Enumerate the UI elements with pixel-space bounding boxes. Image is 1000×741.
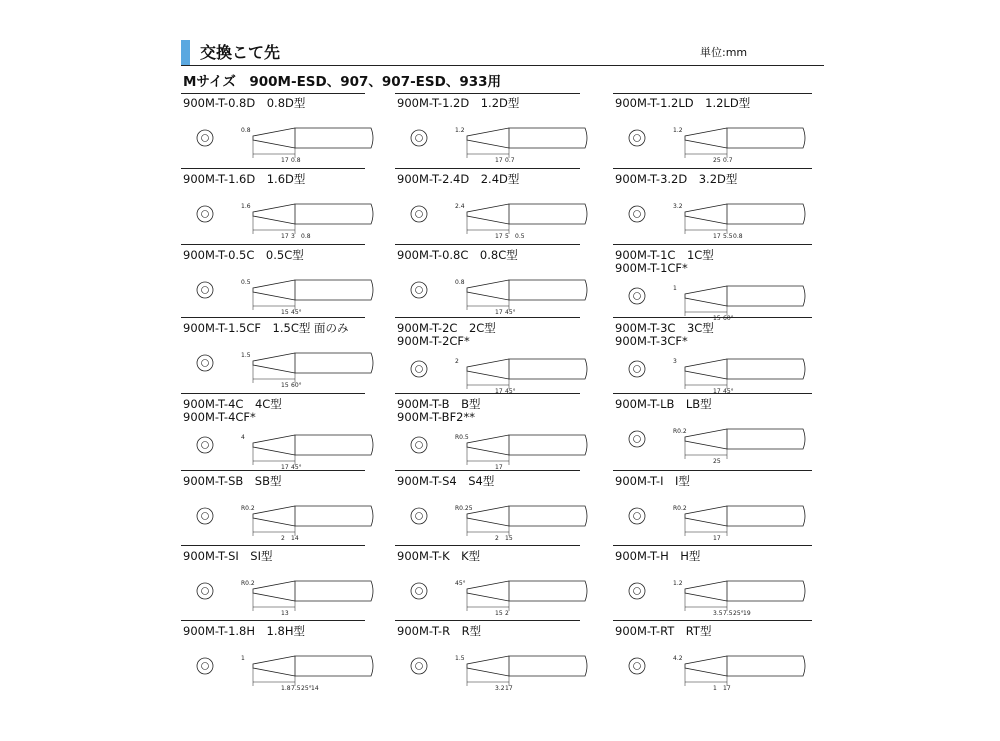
dimension-label: 17 (281, 157, 289, 164)
dimension-label: 15 (281, 382, 289, 389)
tip-drawing (183, 321, 383, 399)
tip-model-number: 900M-T-1.2LD (615, 96, 694, 110)
tip-type: 3.2D型 (698, 172, 738, 186)
tip-taper (253, 581, 295, 601)
tip-entry (183, 474, 383, 552)
dimension-label: 0.8 (291, 157, 301, 164)
tip-taper (253, 353, 295, 373)
tip-type: 1.5C型 面のみ (272, 321, 349, 335)
tip-end-view-inner (202, 360, 209, 367)
tip-drawing (183, 549, 383, 627)
tip-shank (727, 656, 805, 676)
tip-type: 2C型 (468, 321, 496, 335)
tip-end-view-inner (634, 366, 641, 373)
tip-model-number: 900M-T-H (615, 549, 669, 563)
tip-type: SB型 (254, 474, 282, 488)
tip-type: 1.8H型 (266, 624, 305, 638)
tip-taper (685, 429, 727, 449)
tip-end-view (197, 583, 213, 599)
tip-drawing (615, 397, 815, 475)
dimension-label: 19 (743, 610, 751, 617)
tip-end-view-inner (416, 135, 423, 142)
tip-taper (685, 359, 727, 379)
tip-type: SI型 (250, 549, 273, 563)
dimension-label: 5.5 (723, 233, 733, 240)
dimension-label: 17 (495, 157, 503, 164)
dimension-label: 1.2 (673, 127, 683, 134)
dimension-label: 0.5 (515, 233, 525, 240)
tip-model-number: 900M-T-2.4D (397, 172, 470, 186)
tip-end-view-inner (416, 588, 423, 595)
dimension-label: 17 (281, 464, 289, 471)
tip-shank (295, 435, 373, 455)
tip-taper (253, 435, 295, 455)
dimension-label: 1.5 (241, 352, 251, 359)
tip-taper (253, 128, 295, 148)
tip-shank (727, 359, 805, 379)
tip-end-view (411, 361, 427, 377)
tip-type: 0.5C型 (265, 248, 304, 262)
tip-shank (727, 204, 805, 224)
tip-end-view (197, 437, 213, 453)
tip-shank (295, 353, 373, 373)
tip-end-view-inner (416, 287, 423, 294)
tip-drawing (397, 474, 597, 552)
tip-shank (727, 286, 805, 306)
tip-entry (183, 397, 383, 475)
tip-model-number: 900M-T-B (397, 397, 450, 411)
tip-entry (397, 624, 597, 702)
tip-end-view-inner (634, 588, 641, 595)
tip-model-number: 900M-T-RT (615, 624, 675, 638)
dimension-label: 1.2 (455, 127, 465, 134)
tip-entry (397, 248, 597, 326)
tip-taper (253, 280, 295, 300)
tip-end-view-inner (202, 287, 209, 294)
tip-end-view (197, 508, 213, 524)
tip-drawing (183, 96, 383, 174)
tip-taper (685, 506, 727, 526)
tip-end-view-inner (202, 588, 209, 595)
tip-drawing (615, 172, 815, 250)
tip-drawing (615, 474, 815, 552)
dimension-label: 45° (723, 388, 734, 395)
tip-drawing (183, 624, 383, 702)
tip-entry (615, 172, 815, 250)
dimension-label: 1.8 (281, 685, 291, 692)
tip-end-view (411, 130, 427, 146)
dimension-label: 14 (291, 535, 299, 542)
tip-type: S4型 (468, 474, 495, 488)
dimension-label: 15 (281, 309, 289, 316)
tip-taper (467, 656, 509, 676)
dimension-label: 0.8 (241, 127, 251, 134)
header-accent-bar (181, 40, 190, 66)
dimension-label: 60° (291, 382, 302, 389)
dimension-label: 7.5 (723, 610, 733, 617)
dimension-label: 17 (495, 464, 503, 471)
tip-taper (253, 204, 295, 224)
tip-end-view (629, 508, 645, 524)
tip-taper (467, 280, 509, 300)
tip-model-number: 900M-T-4C (183, 397, 244, 411)
tip-taper (685, 656, 727, 676)
tip-drawing (615, 321, 815, 399)
tip-shank (727, 581, 805, 601)
tip-alt-model: 900M-T-BF2** (397, 410, 475, 424)
dimension-label: 0.7 (505, 157, 515, 164)
tip-type: 3C型 (686, 321, 714, 335)
dimension-label: 14 (311, 685, 319, 692)
tip-alt-model: 900M-T-3CF* (615, 334, 688, 348)
tip-end-view-inner (202, 211, 209, 218)
tip-end-view (197, 206, 213, 222)
tip-type: 1.2D型 (480, 96, 520, 110)
dimension-label: 25° (301, 685, 312, 692)
tip-end-view-inner (634, 135, 641, 142)
tip-type: H型 (680, 549, 701, 563)
tip-shank (509, 204, 587, 224)
dimension-label: 25 (713, 157, 721, 164)
tip-end-view (411, 206, 427, 222)
tip-end-view (629, 206, 645, 222)
section-title: Mサイズ 900M-ESD、907、907-ESD、933用 (183, 74, 502, 90)
tip-shank (509, 359, 587, 379)
tip-end-view-inner (634, 293, 641, 300)
tip-entry (397, 172, 597, 250)
tip-taper (685, 581, 727, 601)
dimension-label: 0.8 (455, 279, 465, 286)
tip-type: 4C型 (254, 397, 282, 411)
header-rule (181, 65, 824, 66)
tip-model-number: 900M-T-LB (615, 397, 675, 411)
tip-drawing (397, 624, 597, 702)
tip-shank (509, 435, 587, 455)
tip-drawing (615, 549, 815, 627)
row-separator (395, 93, 580, 94)
dimension-label: 3.2 (673, 203, 683, 210)
tip-end-view (197, 658, 213, 674)
dimension-label: 17 (713, 388, 721, 395)
tip-type: I型 (674, 474, 690, 488)
tip-end-view-inner (416, 663, 423, 670)
tip-end-view (197, 282, 213, 298)
dimension-label: 0.5 (241, 279, 251, 286)
tip-drawing (397, 96, 597, 174)
tip-end-view (411, 282, 427, 298)
dimension-label: 15 (495, 610, 503, 617)
tip-type: 2.4D型 (480, 172, 520, 186)
tip-drawing (397, 549, 597, 627)
tip-end-view (411, 583, 427, 599)
tip-type: 1.6D型 (266, 172, 306, 186)
dimension-label: 17 (281, 233, 289, 240)
tip-model-number: 900M-T-0.5C (183, 248, 255, 262)
tip-end-view (629, 288, 645, 304)
tip-drawing (615, 624, 815, 702)
dimension-label: 60° (723, 315, 734, 322)
dimension-label: 2 (455, 358, 459, 365)
dimension-label: R0.2 (241, 580, 255, 587)
tip-model-number: 900M-T-I (615, 474, 664, 488)
tip-type: K型 (461, 549, 481, 563)
dimension-label: 0.7 (723, 157, 733, 164)
dimension-label: 45° (291, 464, 302, 471)
tip-entry (397, 96, 597, 174)
tip-entry (183, 248, 383, 326)
tip-shank (509, 656, 587, 676)
dimension-label: 1 (241, 655, 245, 662)
tip-end-view-inner (416, 442, 423, 449)
dimension-label: 0.8 (301, 233, 311, 240)
dimension-label: R0.5 (455, 434, 469, 441)
dimension-label: 17 (495, 233, 503, 240)
dimension-label: 3.2 (495, 685, 505, 692)
tip-end-view (629, 130, 645, 146)
tip-drawing (397, 172, 597, 250)
tip-entry (615, 474, 815, 552)
tip-type: LB型 (685, 397, 712, 411)
dimension-label: 17 (723, 685, 731, 692)
tip-drawing (183, 172, 383, 250)
tip-shank (295, 506, 373, 526)
tip-entry (615, 397, 815, 475)
tip-entry (183, 96, 383, 174)
tip-taper (467, 359, 509, 379)
dimension-label: 25 (713, 458, 721, 465)
dimension-label: 17 (495, 309, 503, 316)
tip-taper (253, 656, 295, 676)
tip-model-number: 900M-T-SI (183, 549, 239, 563)
tip-drawing (183, 397, 383, 475)
tip-end-view-inner (416, 211, 423, 218)
tip-end-view-inner (416, 366, 423, 373)
dimension-label: 15 (713, 315, 721, 322)
unit-label: 単位:mm (700, 46, 748, 59)
tip-end-view-inner (202, 442, 209, 449)
tip-type: R型 (461, 624, 482, 638)
tip-shank (295, 128, 373, 148)
tip-alt-model: 900M-T-2CF* (397, 334, 470, 348)
tip-drawing (183, 248, 383, 326)
dimension-label: 0.8 (733, 233, 743, 240)
tip-end-view-inner (202, 513, 209, 520)
tip-shank (509, 280, 587, 300)
tip-shank (509, 581, 587, 601)
tip-entry (397, 397, 597, 475)
tip-entry (183, 321, 383, 399)
tip-end-view-inner (634, 513, 641, 520)
tip-type: 0.8C型 (479, 248, 518, 262)
tip-taper (467, 581, 509, 601)
dimension-label: 45° (455, 580, 466, 587)
tip-entry (183, 172, 383, 250)
tip-entry (183, 549, 383, 627)
tip-drawing (397, 397, 597, 475)
tip-shank (727, 128, 805, 148)
tip-entry (183, 624, 383, 702)
dimension-label: 15 (505, 535, 513, 542)
dimension-label: 17 (505, 685, 513, 692)
tip-type: B型 (461, 397, 481, 411)
tip-type: 1.2LD型 (705, 96, 751, 110)
tip-taper (685, 286, 727, 306)
tip-model-number: 900M-T-SB (183, 474, 244, 488)
tip-entry (397, 549, 597, 627)
tip-type: RT型 (685, 624, 712, 638)
tip-entry (397, 321, 597, 399)
dimension-label: 45° (505, 388, 516, 395)
tip-end-view (197, 355, 213, 371)
tip-taper (253, 506, 295, 526)
tip-model-number: 900M-T-1.6D (183, 172, 256, 186)
tip-model-number: 900M-T-3.2D (615, 172, 688, 186)
tip-drawing (615, 248, 815, 326)
tip-end-view-inner (202, 663, 209, 670)
dimension-label: 3 (291, 233, 295, 240)
tip-end-view (411, 658, 427, 674)
tip-shank (295, 280, 373, 300)
tip-model-number: 900M-T-1C (615, 248, 676, 262)
dimension-label: 17 (713, 233, 721, 240)
tip-type: 0.8D型 (266, 96, 306, 110)
tip-end-view-inner (416, 513, 423, 520)
tip-model-number: 900M-T-2C (397, 321, 458, 335)
dimension-label: 2 (505, 610, 509, 617)
tip-entry (615, 321, 815, 399)
tip-entry (615, 96, 815, 174)
dimension-label: 25° (733, 610, 744, 617)
tip-drawing (397, 248, 597, 326)
dimension-label: 5 (505, 233, 509, 240)
tip-end-view-inner (634, 211, 641, 218)
tip-model-number: 900M-T-1.5CF (183, 321, 262, 335)
dimension-label: 2.4 (455, 203, 465, 210)
tip-shank (295, 204, 373, 224)
tip-end-view-inner (202, 135, 209, 142)
tip-end-view (629, 361, 645, 377)
tip-alt-model: 900M-T-4CF* (183, 410, 256, 424)
page-title: 交換こて先 (200, 43, 281, 62)
dimension-label: 17 (713, 535, 721, 542)
dimension-label: 4 (241, 434, 245, 441)
row-separator (613, 93, 812, 94)
tip-drawing (183, 474, 383, 552)
tip-entry (615, 624, 815, 702)
tip-taper (467, 128, 509, 148)
tip-model-number: 900M-T-3C (615, 321, 676, 335)
tip-entry (615, 248, 815, 326)
tip-model-number: 900M-T-1.8H (183, 624, 256, 638)
tip-shank (509, 506, 587, 526)
tip-taper (467, 506, 509, 526)
tip-shank (727, 506, 805, 526)
tip-taper (685, 204, 727, 224)
tip-end-view (411, 508, 427, 524)
tip-end-view (411, 437, 427, 453)
dimension-label: 1 (673, 285, 677, 292)
dimension-label: 3.5 (713, 610, 723, 617)
tip-entry (615, 549, 815, 627)
dimension-label: 45° (291, 309, 302, 316)
dimension-label: 1.2 (673, 580, 683, 587)
dimension-label: 2 (281, 535, 285, 542)
dimension-label: 45° (505, 309, 516, 316)
dimension-label: 13 (281, 610, 289, 617)
tip-taper (685, 128, 727, 148)
tip-end-view-inner (634, 663, 641, 670)
dimension-label: 3 (673, 358, 677, 365)
tip-model-number: 900M-T-0.8C (397, 248, 469, 262)
tip-model-number: 900M-T-S4 (397, 474, 457, 488)
dimension-label: R0.25 (455, 505, 473, 512)
tip-drawing (615, 96, 815, 174)
tip-end-view (629, 431, 645, 447)
row-separator (181, 93, 365, 94)
dimension-label: R0.2 (673, 505, 687, 512)
dimension-label: R0.2 (673, 428, 687, 435)
tip-alt-model: 900M-T-1CF* (615, 261, 688, 275)
tip-shank (295, 656, 373, 676)
dimension-label: 2 (495, 535, 499, 542)
dimension-label: 1.5 (455, 655, 465, 662)
tip-model-number: 900M-T-R (397, 624, 451, 638)
dimension-label: 17 (495, 388, 503, 395)
tip-entry (397, 474, 597, 552)
dimension-label: 1 (713, 685, 717, 692)
dimension-label: 7.5 (291, 685, 301, 692)
tip-model-number: 900M-T-1.2D (397, 96, 470, 110)
tip-taper (467, 204, 509, 224)
tip-shank (509, 128, 587, 148)
tip-drawing (397, 321, 597, 399)
tip-model-number: 900M-T-0.8D (183, 96, 256, 110)
tip-shank (727, 429, 805, 449)
dimension-label: 1.6 (241, 203, 251, 210)
tip-end-view (197, 130, 213, 146)
dimension-label: R0.2 (241, 505, 255, 512)
tip-taper (467, 435, 509, 455)
tip-end-view (629, 658, 645, 674)
dimension-label: 4.2 (673, 655, 683, 662)
tip-shank (295, 581, 373, 601)
tip-end-view (629, 583, 645, 599)
tip-model-number: 900M-T-K (397, 549, 450, 563)
tip-type: 1C型 (686, 248, 714, 262)
tip-end-view-inner (634, 436, 641, 443)
